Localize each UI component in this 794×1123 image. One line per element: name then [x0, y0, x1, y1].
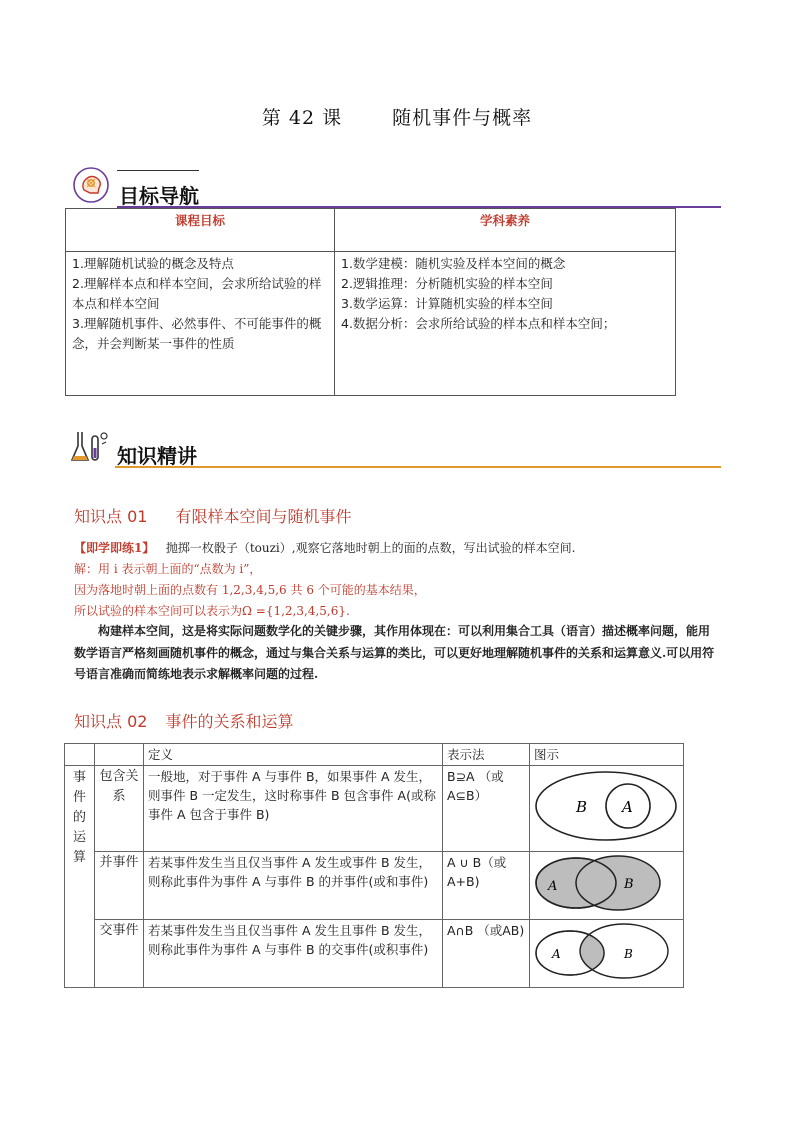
section-title-goals: 目标导航 — [119, 184, 199, 208]
goal-item: 3.理解随机事件、必然事件、不可能事件的概念，并会判断某一事件的性质 — [72, 316, 322, 351]
row-notation: A∩B （或AB) — [443, 920, 530, 988]
header-notation: 表示法 — [443, 744, 530, 766]
literacy-item: 1.数学建模：随机实验及样本空间的概念 — [341, 256, 566, 271]
solution-line: 所以试验的样本空间可以表示为Ω ={1,2,3,4,5,6}. — [74, 604, 350, 618]
subset-diagram — [530, 766, 684, 852]
kp2-heading — [74, 709, 293, 732]
goals-course-cell — [66, 252, 335, 396]
section-title-knowledge: 知识精讲 — [117, 444, 197, 468]
group-label: 事件的运算 — [65, 766, 95, 988]
header-definition: 定义 — [144, 744, 443, 766]
kp1-paragraph: 构建样本空间，这是将实际问题数学化的关键步骤，其作用体现在：可以利用集合工具（语言）描述概率问题，能用数学语言严格刻画随机事件的概念，通过与集合关系与运算的类比，可以更好地理解随机事件的关系和运算意义.可以用符号语言准确而简练地表示求解概率问题的过程. — [74, 624, 715, 681]
literacy-item: 4.数据分析：会求所给试验的样本点和样本空间； — [341, 316, 616, 331]
row-definition: 若某事件发生当且仅当事件 A 发生或事件 B 发生，则称此事件为事件 A 与事件 B 的并事件(或和事件) — [144, 852, 443, 920]
literacy-item: 2.逻辑推理：分析随机实验的样本空间 — [341, 276, 553, 291]
kp1-title: 有限样本空间与随机事件 — [175, 507, 352, 526]
header-cell — [65, 744, 95, 766]
page-title — [0, 103, 794, 130]
row-name: 并事件 — [95, 852, 144, 920]
literacy-item: 3.数学运算：计算随机实验的样本空间 — [341, 296, 553, 311]
diagram-label-b: B — [624, 947, 633, 961]
diagram-label-b: B — [576, 798, 588, 816]
exercise-tag: 【即学即练1】 — [74, 541, 155, 555]
kp1-label: 知识点 01 — [74, 507, 148, 526]
goal-item: 2.理解样本点和样本空间，会求所给试验的样本点和样本空间 — [72, 276, 322, 311]
exercise-block — [74, 538, 724, 622]
brain-gear-icon — [72, 166, 110, 208]
exercise-line — [74, 538, 724, 559]
diagram-label-a: A — [552, 947, 561, 961]
flask-icon — [70, 428, 110, 472]
union-diagram — [530, 852, 684, 920]
event-operations-table — [64, 743, 684, 988]
header-cell — [95, 744, 144, 766]
section-divider — [115, 466, 721, 468]
diagram-label-a: A — [622, 798, 633, 816]
goals-literacy-cell — [335, 252, 676, 396]
row-definition: 若某事件发生当且仅当事件 A 发生且事件 B 发生，则称此事件为事件 A 与事件 B 的交事件(或积事件) — [144, 920, 443, 988]
row-definition: 一般地，对于事件 A 与事件 B，如果事件 A 发生，则事件 B 一定发生，这时称事件 B 包含事件 A(或称事件 A 包含于事件 B) — [144, 766, 443, 852]
lesson-topic: 随机事件与概率 — [392, 107, 533, 129]
kp2-label: 知识点 02 — [74, 712, 148, 731]
header-diagram: 图示 — [530, 744, 684, 766]
kp2-title: 事件的关系和运算 — [165, 712, 294, 731]
goals-header-literacy: 学科素养 — [335, 209, 676, 252]
exercise-question: 抛掷一枚骰子（touzi）,观察它落地时朝上的面的点数，写出试验的样本空间. — [165, 541, 576, 555]
solution-line: 解：用 i 表示朝上面的“点数为 i”， — [74, 562, 262, 576]
goals-header-course: 课程目标 — [66, 209, 335, 252]
lesson-number: 第 42 课 — [261, 107, 343, 129]
goals-table — [65, 208, 676, 396]
row-notation: A ∪ B（或A+B) — [443, 852, 530, 920]
row-notation: B⊇A （或A⊆B） — [443, 766, 530, 852]
row-name: 交事件 — [95, 920, 144, 988]
diagram-label-b: B — [624, 877, 634, 892]
solution-line: 因为落地时朝上面的点数有 1,2,3,4,5,6 共 6 个可能的基本结果， — [74, 583, 426, 597]
goal-item: 1.理解随机试验的概念及特点 — [72, 256, 234, 271]
diagram-label-a: A — [548, 879, 558, 894]
intersection-diagram — [530, 920, 684, 988]
kp1-heading — [74, 504, 351, 527]
row-name: 包含关系 — [95, 766, 144, 852]
section-top-rule — [117, 170, 199, 171]
